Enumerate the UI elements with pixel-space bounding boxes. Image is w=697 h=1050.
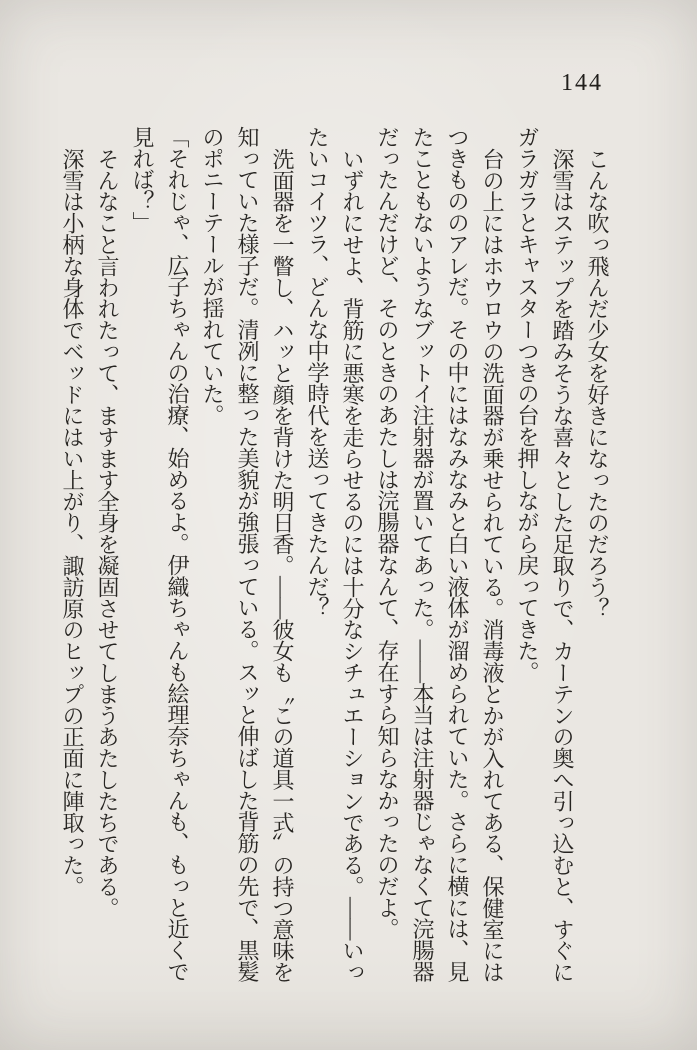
paragraph-8: 深雪は小柄な身体でベッドにはい上がり、諏訪原のヒップの正面に陣取った。 bbox=[60, 148, 85, 898]
paragraph-1: こんな吹っ飛んだ少女を好きになったのだろう？ bbox=[585, 148, 610, 619]
paragraph-2: 深雪はステップを踏みそうな喜々とした足取りで、カーテンの奥へ引っ込むと、すぐにガラガラとキャスターつきの台を押しながら戻ってきた。 bbox=[515, 126, 575, 983]
paragraph-4: いずれにせよ、背筋に悪寒を走らせるのには十分なシチュエーションである。――いったいコイツラ、どんな中学時代を送ってきたんだ？ bbox=[305, 126, 365, 983]
paragraph-7: そんなこと言われたって、ますます全身を凝固させてしまうあたしたちである。 bbox=[95, 148, 120, 919]
paragraph-3: 台の上にはホウロウの洗面器が乗せられている。消毒液とかが入れてある、保健室にはつきもののアレだ。その中にはなみなみと白い液体が溜められていた。さらに横には、見たこともないようなブットイ注射器が置いてあった。――本当は注射器じゃなくて浣腸器だったんだけど、そのときのあたしは浣腸器なんて、存在すら知らなかったのだよ。 bbox=[375, 126, 505, 983]
page-number: 144 bbox=[561, 70, 603, 96]
vertical-text-block bbox=[55, 126, 615, 990]
paragraph-5: 洗面器を一瞥し、ハッと顔を背けた明日香。――彼女も〝この道具一式〟の持つ意味を知っていた様子だ。清冽に整った美貌が強張っている。スッと伸ばした背筋の先で、黒髪のポニーテールが揺れていた。 bbox=[200, 126, 295, 983]
paragraph-6-dialogue: 「それじゃ、広子ちゃんの治療、始めるよ。伊織ちゃんも絵理奈ちゃんも、もっと近くで見れば？」 bbox=[130, 126, 190, 983]
